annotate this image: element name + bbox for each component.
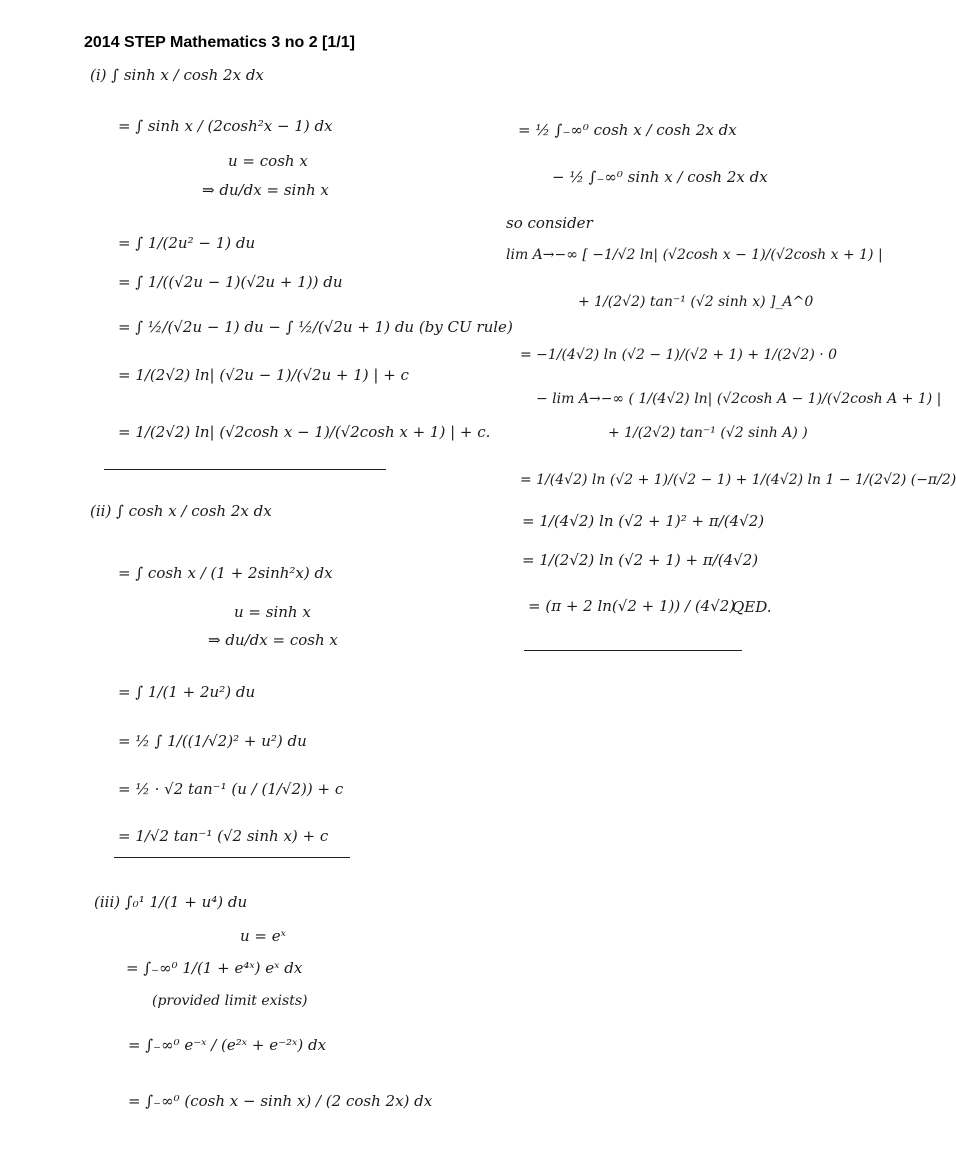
part-ii-step-1: = ∫ cosh x / (1 + 2sinh²x) dx [118,564,333,582]
part-ii-step-2: = ∫ 1/(1 + 2u²) du [118,683,256,701]
part-iii-note: (provided limit exists) [152,993,308,1009]
part-iii-step-1: = ∫₋∞⁰ 1/(1 + e⁴ˣ) eˣ dx [126,959,303,977]
page-title: 2014 STEP Mathematics 3 no 2 [1/1] [84,34,355,51]
right-step-4: − lim A→−∞ ( 1/(4√2) ln| (√2cosh A − 1)/(√2cosh A + 1) | [536,391,942,407]
part-i-step-2: = ∫ 1/(2u² − 1) du [118,234,256,252]
right-step-2: − ½ ∫₋∞⁰ sinh x / cosh 2x dx [552,168,768,186]
part-iii-substitution: u = eˣ [240,927,286,945]
right-step-7: = 1/(4√2) ln (√2 + 1)² + π/(4√2) [522,512,765,530]
right-so-consider: so consider [506,214,593,232]
part-iii-step-3: = ∫₋∞⁰ (cosh x − sinh x) / (2 cosh 2x) dx [128,1092,433,1110]
part-i-step-5: = 1/(2√2) ln| (√2u − 1)/(√2u + 1) | + c [118,366,409,384]
part-ii-integral: (ii) ∫ cosh x / cosh 2x dx [90,502,272,520]
part-ii-step-3: = ½ ∫ 1/((1/√2)² + u²) du [118,732,307,750]
part-i-substitution: u = cosh x [228,152,308,170]
separator-rule [524,650,742,651]
part-ii-derivative: ⇒ du/dx = cosh x [208,631,338,649]
part-i-integral: (i) ∫ sinh x / cosh 2x dx [90,66,264,84]
part-i-result: = 1/(2√2) ln| (√2cosh x − 1)/(√2cosh x + 1) | + c. [118,423,491,441]
part-iii-integral: (iii) ∫₀¹ 1/(1 + u⁴) du [94,893,248,911]
right-step-1: = ½ ∫₋∞⁰ cosh x / cosh 2x dx [518,121,737,139]
right-step-3: = −1/(4√2) ln (√2 − 1)/(√2 + 1) + 1/(2√2) · 0 [520,347,838,363]
right-final-result: = (π + 2 ln(√2 + 1)) / (4√2) [528,597,736,615]
part-i-step-3: = ∫ 1/((√2u − 1)(√2u + 1)) du [118,273,343,291]
part-i-step-4: = ∫ ½/(√2u − 1) du − ∫ ½/(√2u + 1) du (by CU rule) [118,318,513,336]
right-limit-2: + 1/(2√2) tan⁻¹ (√2 sinh x) ]_A^0 [578,294,814,310]
right-step-5: + 1/(2√2) tan⁻¹ (√2 sinh A) ) [608,425,808,441]
part-i-derivative: ⇒ du/dx = sinh x [202,181,329,199]
part-ii-step-4: = ½ · √2 tan⁻¹ (u / (1/√2)) + c [118,780,344,798]
part-ii-substitution: u = sinh x [234,603,311,621]
part-iii-step-2: = ∫₋∞⁰ e⁻ˣ / (e²ˣ + e⁻²ˣ) dx [128,1036,327,1054]
qed-mark: QED. [732,598,772,616]
right-limit-1: lim A→−∞ [ −1/√2 ln| (√2cosh x − 1)/(√2cosh x + 1) | [506,247,883,263]
part-ii-result: = 1/√2 tan⁻¹ (√2 sinh x) + c [118,827,329,845]
separator-rule [114,857,350,858]
separator-rule [104,469,386,470]
right-step-6: = 1/(4√2) ln (√2 + 1)/(√2 − 1) + 1/(4√2) ln 1 − 1/(2√2) (−π/2) [520,472,956,488]
part-i-step-1: = ∫ sinh x / (2cosh²x − 1) dx [118,117,333,135]
right-step-8: = 1/(2√2) ln (√2 + 1) + π/(4√2) [522,551,759,569]
